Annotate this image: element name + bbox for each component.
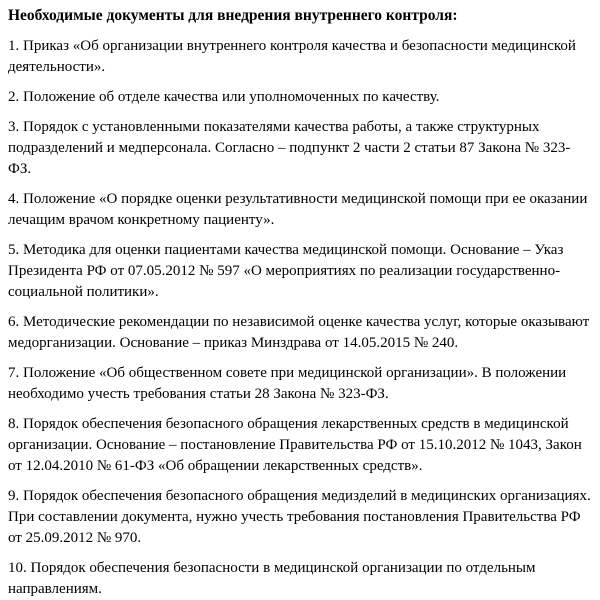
list-item: 5. Методика для оценки пациентами качества медицинской помощи. Основание – Указ Президента РФ от 07.05.2012 № 597 «О мероприятиях по реализации государственно-социальной политики». [8, 242, 564, 300]
list-item: 2. Положение об отделе качества или уполномоченных по качеству. [8, 89, 440, 105]
list-item: 1. Приказ «Об организации внутреннего контроля качества и безопасности медицинской деятельности». [8, 38, 576, 75]
list-item: 9. Порядок обеспечения безопасного обращения медизделий в медицинских организациях. При составлении документа, нужно учесть требования постановления Правительства РФ от 25.09.2012 № 970. [8, 488, 591, 546]
list-item: 8. Порядок обеспечения безопасного обращения лекарственных средств в медицинской организации. Основание – постановление Правительства РФ от 15.10.2012 № 1043, Закон от 12.04.2010 № 61-ФЗ «Об обращении лекарственных средств». [8, 416, 582, 474]
list-item: 10. Порядок обеспечения безопасности в медицинской организации по отдельным направлениям. [8, 560, 536, 597]
list-item: 4. Положение «О порядке оценки результативности медицинской помощи при ее оказании лечащим врачом конкретному пациенту». [8, 191, 588, 228]
document-items [8, 36, 592, 600]
list-item: 3. Порядок с установленными показателями качества работы, а также структурных подразделений и медперсонала. Согласно – подпункт 2 части 2 статьи 87 Закона № 323-ФЗ. [8, 119, 571, 177]
list-item: 6. Методические рекомендации по независимой оценке качества услуг, которые оказывают медорганизации. Основание – приказ Минздрава от 14.05.2015 № 240. [8, 314, 590, 351]
list-item: 7. Положение «Об общественном совете при медицинской организации». В положении необходимо учесть требования статьи 28 Закона № 323-ФЗ. [8, 365, 567, 402]
document-title: Необходимые документы для внедрения внутреннего контроля: [8, 7, 458, 24]
